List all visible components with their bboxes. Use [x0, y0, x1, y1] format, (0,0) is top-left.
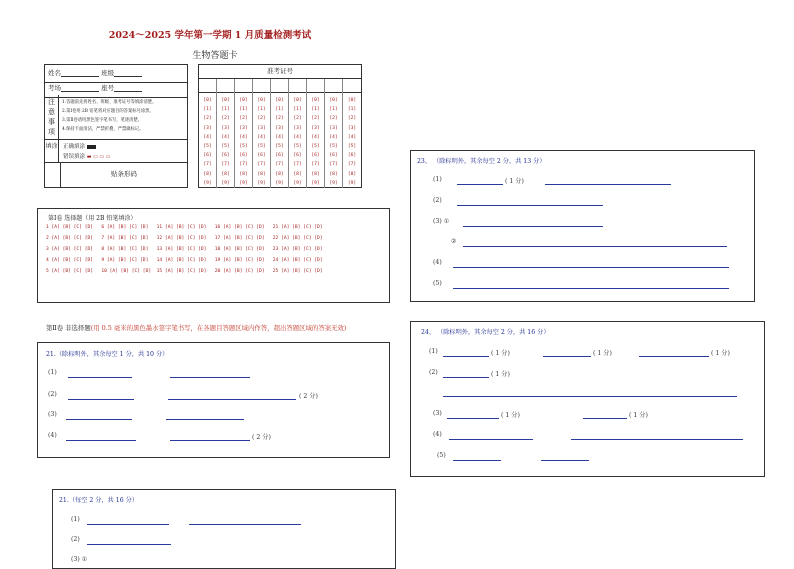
exam-id-bubble[interactable]: [0] — [239, 98, 248, 103]
exam-id-bubble[interactable]: [0] — [221, 98, 230, 103]
exam-id-bubble[interactable]: [9] — [239, 180, 248, 186]
exam-id-bubble[interactable]: [6] — [293, 153, 302, 159]
exam-id-bubble[interactable]: [1] — [275, 107, 284, 113]
exam-id-bubble[interactable]: [8] — [293, 171, 302, 177]
exam-id-bubble[interactable]: [6] — [257, 153, 266, 159]
exam-id-bubble[interactable]: [6] — [329, 153, 338, 159]
answer-line[interactable] — [463, 226, 603, 227]
exam-id-bubble[interactable]: [2] — [257, 116, 266, 122]
exam-id-bubble[interactable]: [8] — [203, 171, 212, 177]
barcode-label: 贴条形码 — [111, 170, 137, 178]
exam-id-bubble[interactable]: [1] — [221, 107, 230, 113]
exam-id-bubble[interactable]: [4] — [347, 134, 357, 140]
answer-line[interactable] — [66, 419, 132, 420]
answer-line[interactable] — [189, 524, 301, 525]
fill-correct-label: 正确填涂 — [63, 144, 86, 150]
q21-box — [37, 342, 390, 458]
exam-id-bubble[interactable]: [8] — [347, 171, 357, 177]
exam-id-bubble[interactable]: [2] — [239, 116, 248, 122]
exam-id-bubble[interactable]: [2] — [329, 116, 338, 122]
exam-id-bubble[interactable]: [6] — [347, 153, 357, 159]
exam-id-bubble[interactable]: [7] — [221, 162, 230, 168]
q22-part3-label: (3) ① — [71, 556, 88, 563]
exam-id-column — [325, 92, 343, 188]
exam-id-bubble[interactable]: [1] — [257, 107, 266, 113]
fill-wrong-label: 错误填涂 — [63, 154, 86, 160]
mc-row[interactable]: 4 [A] [B] [C] [D] 9 [A] [B] [C] [D] 14 [A] [B] [C] [D] 19 [A] [B] [C] [D] 24 [A] [B] [C] [D] — [46, 258, 323, 263]
answer-line[interactable] — [87, 524, 169, 525]
exam-id-bubble[interactable]: [3] — [257, 125, 266, 131]
q24-part3-points-a: ( 1 分) — [501, 412, 520, 419]
exam-id-bubbles — [199, 92, 361, 187]
answer-line[interactable] — [170, 377, 250, 378]
exam-id-bubble[interactable]: [9] — [329, 180, 338, 186]
mc-row[interactable]: 1 [A] [B] [C] [D] 6 [A] [B] [C] [D] 11 [A] [B] [C] [D] 16 [A] [B] [C] [D] 21 [A] [B] [C] [D] — [46, 225, 323, 230]
exam-id-bubble[interactable]: [1] — [239, 107, 248, 113]
class-label: 班级 — [101, 69, 115, 77]
exam-title: 2024～2025 学年第一学期 1 月质量检测考试 — [108, 30, 312, 41]
exam-id-bubble[interactable]: [5] — [275, 144, 284, 150]
exam-id-bubble[interactable]: [9] — [347, 180, 357, 186]
exam-id-column — [289, 92, 307, 188]
exam-id-bubble[interactable]: [7] — [239, 162, 248, 168]
answer-line[interactable] — [166, 419, 244, 420]
answer-line[interactable] — [87, 544, 171, 545]
answer-line[interactable] — [449, 439, 533, 440]
exam-id-bubble[interactable]: [7] — [275, 162, 284, 168]
exam-id-bubble[interactable]: [0] — [293, 98, 302, 103]
q22-part2-label: (2) — [71, 536, 80, 543]
exam-id-bubble[interactable]: [4] — [293, 134, 302, 140]
exam-id-bubble[interactable]: [5] — [311, 144, 320, 150]
exam-id-bubble[interactable]: [8] — [311, 171, 320, 177]
q21-part4-points: ( 2 分) — [252, 434, 271, 441]
exam-id-bubble[interactable]: [9] — [275, 180, 284, 186]
exam-id-bubble[interactable]: [2] — [221, 116, 230, 122]
exam-id-bubble[interactable]: [1] — [311, 107, 320, 113]
mc-row[interactable]: 2 [A] [B] [C] [D] 7 [A] [B] [C] [D] 12 [A] [B] [C] [D] 17 [A] [B] [C] [D] 22 [A] [B] [C] [D] — [46, 236, 323, 241]
note-item: 3.第Ⅱ卷请用黑色签字笔书写，笔迹清楚。 — [62, 118, 143, 123]
q24-part2-label: (2) — [429, 369, 438, 376]
section2-instruction: (用 0.5 毫米的黑色墨水签字笔书写，在各题目答题区域内作答，超出答题区域的答案无效) — [90, 324, 347, 332]
exam-id-bubble[interactable]: [7] — [257, 162, 266, 168]
q22-box — [52, 489, 396, 569]
exam-id-bubble[interactable]: [3] — [311, 125, 320, 131]
exam-id-bubble[interactable]: [7] — [203, 162, 212, 168]
wrong-marks-icon: ▬ ▭ ▭ ▭ — [86, 154, 111, 160]
exam-id-bubble[interactable]: [4] — [311, 134, 320, 140]
exam-id-column — [217, 92, 235, 188]
exam-id-column — [235, 92, 253, 188]
class-field[interactable] — [114, 69, 142, 77]
exam-id-bubble[interactable]: [4] — [203, 134, 212, 140]
answer-line[interactable] — [583, 418, 627, 419]
q23-part1-label: (1) — [433, 176, 442, 183]
exam-id-bubble[interactable]: [2] — [203, 116, 212, 122]
q23-part3b-label: ② — [451, 238, 457, 245]
exam-id-bubble[interactable]: [9] — [221, 180, 230, 186]
exam-id-bubble[interactable]: [0] — [203, 98, 212, 103]
note-item: 1.答题前先将姓名、班级、准考证号等填涂清楚。 — [62, 100, 157, 105]
exam-id-bubble[interactable]: [3] — [329, 125, 338, 131]
notes-row — [45, 95, 187, 140]
q22-part1-label: (1) — [71, 516, 80, 523]
exam-id-bubble[interactable]: [3] — [239, 125, 248, 131]
q24-box — [410, 321, 765, 477]
answer-line[interactable] — [453, 288, 729, 289]
q23-part2-label: (2) — [433, 197, 442, 204]
answer-line[interactable] — [170, 440, 250, 441]
answer-line[interactable] — [463, 246, 727, 247]
exam-id-bubble[interactable]: [9] — [293, 180, 302, 186]
fill-example-row — [45, 140, 187, 163]
answer-line[interactable] — [541, 460, 589, 461]
exam-id-box — [198, 64, 362, 188]
exam-id-bubble[interactable]: [4] — [275, 134, 284, 140]
exam-id-bubble[interactable]: [9] — [311, 180, 320, 186]
exam-id-bubble[interactable]: [4] — [239, 134, 248, 140]
q21-part1-label: (1) — [48, 369, 57, 376]
q24-part5-label: (5) — [437, 452, 446, 459]
exam-id-bubble[interactable]: [7] — [293, 162, 302, 168]
mc-title: 第Ⅰ卷 选择题（用 2B 铅笔填涂） — [48, 215, 137, 222]
exam-id-bubble[interactable]: [6] — [311, 153, 320, 159]
seat-label: 座号 — [101, 84, 115, 92]
q23-box — [410, 150, 755, 302]
q21-part2-label: (2) — [48, 391, 57, 398]
barcode-area — [60, 163, 187, 187]
exam-id-bubble[interactable]: [8] — [275, 171, 284, 177]
q24-heading: 24、 （除标明外，其余每空 2 分，共 16 分） — [421, 329, 550, 336]
q24-part2-points: ( 1 分) — [491, 371, 510, 378]
q24-part1-points-c: ( 1 分) — [711, 350, 730, 357]
answer-line[interactable] — [443, 377, 489, 378]
q21-part3-points: ( 2 分) — [299, 393, 318, 400]
answer-line[interactable] — [68, 377, 132, 378]
exam-id-bubble[interactable]: [5] — [221, 144, 230, 150]
q21-heading: 21.（除标明外，其余每空 1 分，共 10 分） — [46, 351, 169, 358]
exam-id-bubble[interactable]: [6] — [221, 153, 230, 159]
answer-line[interactable] — [457, 184, 503, 185]
exam-id-bubble[interactable]: [0] — [329, 98, 338, 103]
exam-id-bubble[interactable]: [1] — [347, 107, 357, 113]
exam-id-bubble[interactable]: [2] — [347, 116, 357, 122]
exam-id-bubble[interactable]: [5] — [239, 144, 248, 150]
exam-id-column — [307, 92, 325, 188]
answer-line[interactable] — [168, 399, 296, 400]
exam-id-bubble[interactable]: [8] — [257, 171, 266, 177]
notes-list — [62, 98, 185, 134]
exam-id-bubble[interactable]: [2] — [311, 116, 320, 122]
answer-line[interactable] — [443, 396, 737, 397]
info-box — [44, 64, 188, 188]
q23-heading: 23、 （除标明外，其余每空 2 分，共 13 分） — [417, 158, 546, 165]
answer-line[interactable] — [68, 399, 134, 400]
exam-id-bubble[interactable]: [3] — [275, 125, 284, 131]
name-label: 姓名 — [48, 69, 61, 77]
exam-id-column — [253, 92, 271, 188]
answer-line[interactable] — [453, 267, 729, 268]
exam-id-bubble[interactable]: [5] — [203, 144, 212, 150]
section2-label: 第Ⅱ卷 非选择题 — [46, 324, 91, 332]
q23-part1-points: ( 1 分) — [505, 178, 524, 185]
exam-id-bubble[interactable]: [7] — [311, 162, 320, 168]
exam-id-bubble[interactable]: [1] — [329, 107, 338, 113]
note-item: 2.第Ⅰ卷用 2B 铅笔将对应题目的答案标号涂黑。 — [62, 109, 154, 114]
q21-part4-label: (4) — [48, 432, 57, 439]
q24-part4-label: (4) — [433, 431, 442, 438]
exam-id-bubble[interactable]: [7] — [347, 162, 357, 168]
q21-part3-label: (3) — [48, 411, 57, 418]
exam-id-title: 准考证号 — [199, 65, 361, 79]
exam-id-bubble[interactable]: [5] — [329, 144, 338, 150]
answer-line[interactable] — [639, 356, 709, 357]
exam-id-column — [343, 92, 361, 188]
note-item: 4.保持卡面清洁，严禁折叠，严禁做标记。 — [62, 127, 144, 132]
exam-id-bubble[interactable]: [5] — [293, 144, 302, 150]
answer-line[interactable] — [543, 356, 591, 357]
exam-id-bubble[interactable]: [8] — [329, 171, 338, 177]
exam-id-bubble[interactable]: [3] — [347, 125, 357, 131]
answer-line[interactable] — [453, 460, 501, 461]
sheet-subtitle: 生物答题卡 — [192, 51, 238, 61]
exam-id-bubble[interactable]: [7] — [329, 162, 338, 168]
exam-id-bubble[interactable]: [0] — [347, 98, 357, 103]
filled-mark-icon — [87, 145, 96, 149]
name-field[interactable] — [61, 69, 99, 77]
mc-box — [37, 208, 390, 303]
exam-id-bubble[interactable]: [1] — [293, 107, 302, 113]
exam-id-bubble[interactable]: [6] — [203, 153, 212, 159]
answer-line[interactable] — [457, 205, 603, 206]
room-field[interactable] — [61, 84, 99, 92]
exam-id-bubble[interactable]: [8] — [221, 171, 230, 177]
exam-id-column — [271, 92, 289, 188]
exam-id-bubble[interactable]: [0] — [275, 98, 284, 103]
exam-id-bubble[interactable]: [6] — [275, 153, 284, 159]
q23-part3-label: (3) ① — [433, 218, 450, 225]
seat-field[interactable] — [114, 84, 142, 92]
answer-line[interactable] — [447, 418, 499, 419]
section2-heading — [46, 323, 346, 332]
q24-part3-label: (3) — [433, 410, 442, 417]
exam-id-column — [199, 92, 217, 188]
exam-id-bubble[interactable]: [3] — [203, 125, 212, 131]
answer-line[interactable] — [443, 356, 489, 357]
exam-id-bubble[interactable]: [2] — [293, 116, 302, 122]
q22-heading: 21.（每空 2 分，共 16 分） — [59, 497, 139, 504]
exam-id-bubble[interactable]: [4] — [221, 134, 230, 140]
fill-label: 填涂 — [45, 140, 59, 162]
exam-id-bubble[interactable]: [8] — [239, 171, 248, 177]
exam-id-bubble[interactable]: [2] — [275, 116, 284, 122]
q24-part1-points-b: ( 1 分) — [593, 350, 612, 357]
exam-id-bubble[interactable]: [9] — [257, 180, 266, 186]
mc-row[interactable]: 3 [A] [B] [C] [D] 8 [A] [B] [C] [D] 13 [A] [B] [C] [D] 18 [A] [B] [C] [D] 23 [A] [B] [C] [D] — [46, 247, 323, 252]
exam-id-bubble[interactable]: [6] — [239, 153, 248, 159]
q23-part5-label: (5) — [433, 280, 442, 287]
exam-id-bubble[interactable]: [3] — [221, 125, 230, 131]
exam-id-bubble[interactable]: [3] — [293, 125, 302, 131]
room-label: 考场 — [48, 84, 61, 92]
q24-part1-points-a: ( 1 分) — [491, 350, 510, 357]
exam-id-bubble[interactable]: [0] — [311, 98, 320, 103]
mc-row[interactable]: 5 [A] [B] [C] [D] 10 [A] [B] [C] [D] 15 [A] [B] [C] [D] 20 [A] [B] [C] [D] 25 [A] [B] [C] [D] — [46, 269, 323, 274]
exam-id-bubble[interactable]: [5] — [257, 144, 266, 150]
answer-line[interactable] — [545, 184, 671, 185]
q24-part3-points-b: ( 1 分) — [629, 412, 648, 419]
exam-id-bubble[interactable]: [1] — [203, 107, 212, 113]
q24-part1-label: (1) — [429, 348, 438, 355]
exam-id-bubble[interactable]: [4] — [329, 134, 338, 140]
answer-line[interactable] — [66, 440, 136, 441]
notes-label: 注意事项 — [45, 95, 59, 139]
exam-id-bubble[interactable]: [4] — [257, 134, 266, 140]
q23-part4-label: (4) — [433, 259, 442, 266]
exam-id-bubble[interactable]: [9] — [203, 180, 212, 186]
exam-id-write-cells — [199, 79, 361, 93]
exam-id-bubble[interactable]: [5] — [347, 144, 357, 150]
answer-line[interactable] — [571, 439, 743, 440]
exam-id-bubble[interactable]: [0] — [257, 98, 266, 103]
